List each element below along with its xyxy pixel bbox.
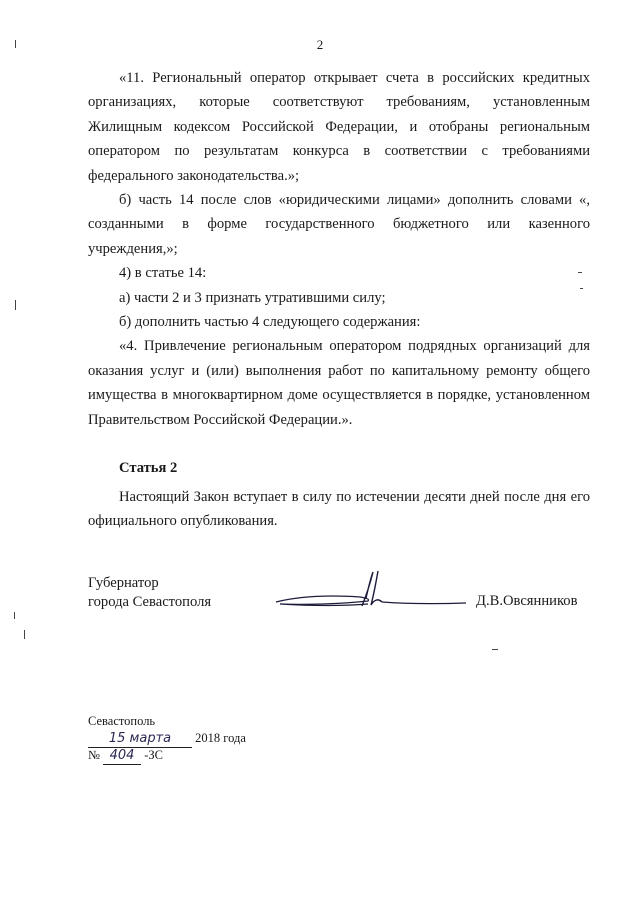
scan-mark <box>580 288 583 289</box>
signing-date-row <box>88 730 288 747</box>
paragraph-part-14: б) часть 14 после слов «юридическими лицами» дополнить словами «, созданными в форме государственного бюджетного или казенного учреждения,»; <box>88 192 590 257</box>
signing-date-handwritten: 15 марта <box>88 730 192 748</box>
law-number-prefix: № <box>88 748 100 762</box>
signatory-name: Д.В.Овсянников <box>476 593 578 609</box>
paragraph-add-part-4: б) дополнить частью 4 следующего содержания: <box>119 314 421 331</box>
signing-year: 2018 года <box>195 731 246 745</box>
paragraph-part-4-text: «4. Привлечение региональным оператором подрядных организаций для оказания услуг и (или) выполнения работ по капитальному ремонту общего имущества в многоквартирном доме осуществляется в порядке, установленном Правительством Российской Федерации.». <box>88 338 590 428</box>
document-body <box>88 66 590 533</box>
signing-details <box>88 713 288 764</box>
article-2-text: Настоящий Закон вступает в силу по истечении десяти дней после дня его официального опубликования. <box>88 488 590 529</box>
signatory-title-line-1: Губернатор <box>88 575 159 591</box>
paragraph-repeal-parts: а) части 2 и 3 признать утратившими силу; <box>119 289 386 306</box>
page-number: 2 <box>316 37 324 52</box>
law-number-suffix: -ЗС <box>144 748 163 762</box>
scan-mark <box>15 40 16 48</box>
scan-mark <box>15 300 16 310</box>
law-number-row <box>88 747 288 764</box>
signatory-title <box>88 574 211 612</box>
article-2-heading: Статья 2 <box>119 460 178 477</box>
signatory-title-line-2: города Севастополя <box>88 594 212 610</box>
handwritten-signature <box>270 568 470 614</box>
scan-mark <box>578 272 582 273</box>
scan-mark <box>492 649 498 650</box>
paragraph-article-14-intro: 4) в статье 14: <box>119 265 207 282</box>
scan-mark <box>24 630 25 639</box>
signing-place: Севастополь <box>88 714 156 728</box>
scan-mark <box>14 612 15 619</box>
paragraph-article-11: «11. Региональный оператор открывает счета в российских кредитных организациях, которые соответствуют требованиям, установленным Жилищным кодексом Российской Федерации, и отобраны региональным оператором по результатам конкурса в соответствии с требованиями федерального законодательства.»; <box>88 70 590 184</box>
law-number-handwritten: 404 <box>103 747 141 765</box>
